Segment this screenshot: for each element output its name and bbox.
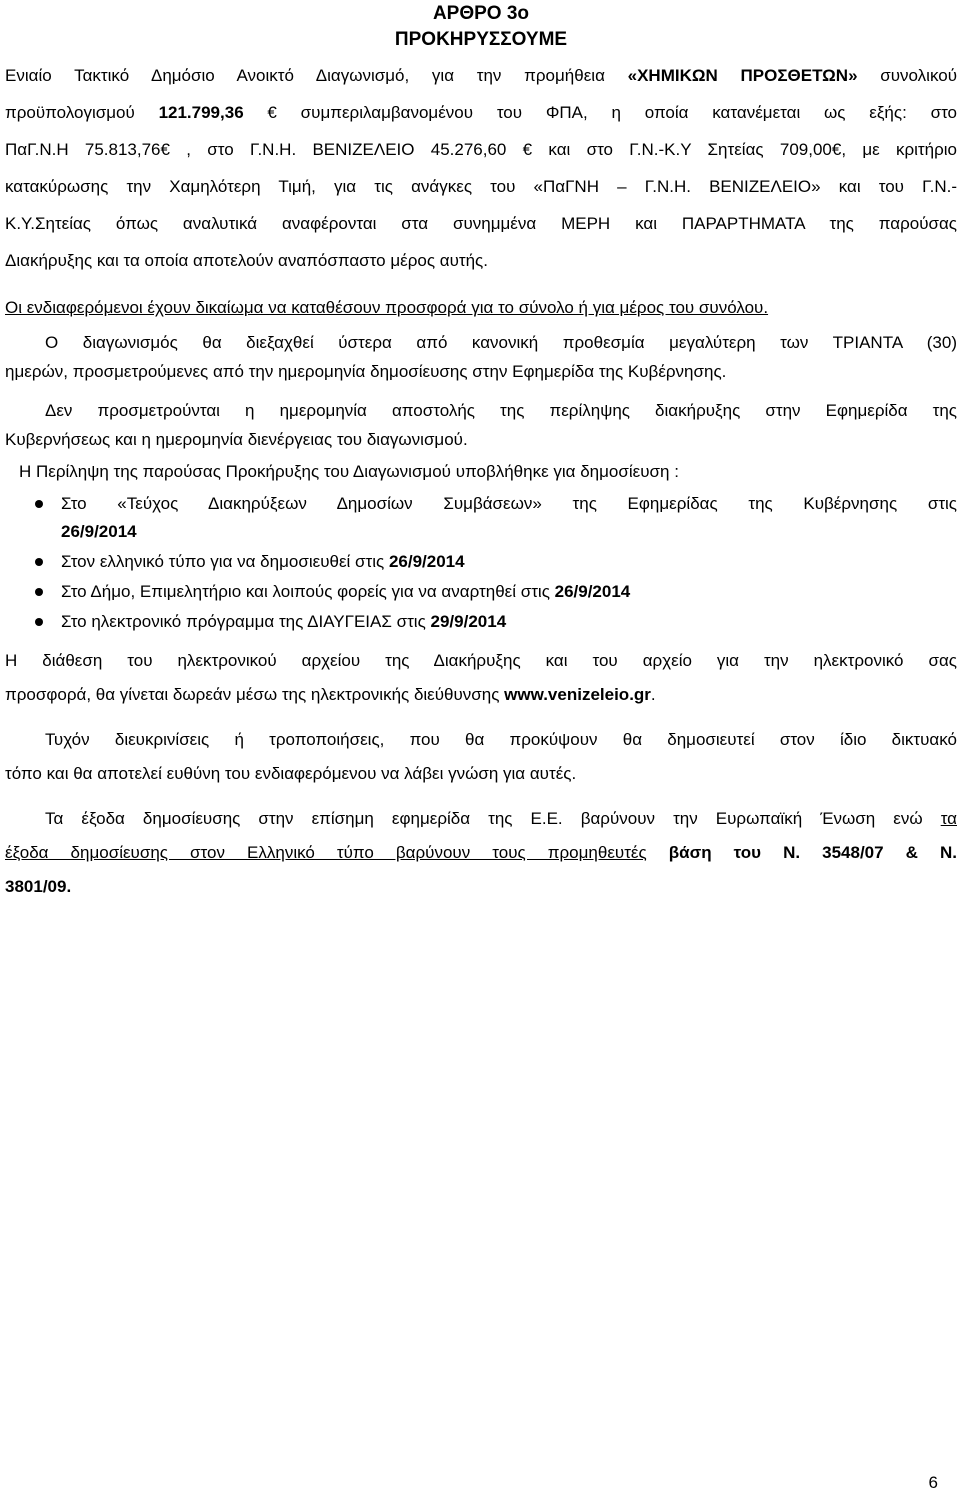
intro-paragraph (5, 57, 957, 279)
intro-line-4: κατακύρωσης την Χαμηλότερη Τιμή, για τις ανάγκες του «ΠαΓΝΗ – Γ.Ν.Η. ΒΕΝΙΖΕΛΕΙΟ» και του Γ.Ν.- (5, 177, 957, 196)
page-number: 6 (928, 1473, 938, 1492)
costs-line-3: 3801/09. (5, 877, 72, 896)
costs-paragraph (5, 804, 957, 901)
publications-list (5, 490, 957, 636)
clarifications-paragraph (5, 725, 957, 788)
summary-intro: Η Περίληψη της παρούσας Προκήρυξης του Διαγωνισμού υποβλήθηκε για δημοσίευση : (19, 462, 679, 481)
bullet-icon (35, 558, 43, 566)
website-link[interactable]: www.venizeleio.gr (504, 685, 651, 704)
document-page (5, 0, 957, 901)
deadline-paragraph (5, 328, 957, 386)
intro-line-1: Ενιαίο Τακτικό Δημόσιο Ανοικτό Διαγωνισμό, για την προμήθεια «ΧΗΜΙΚΩΝ ΠΡΟΣΘΕΤΩΝ» συνολικού (5, 66, 957, 85)
list-item: Στον ελληνικό τύπο για να δημοσιευθεί στις 26/9/2014 (5, 548, 957, 576)
costs-line-2: έξοδα δημοσίευσης στον Ελληνικό τύπο βαρύνουν τους προμηθευτές βάση του Ν. 3548/07 & Ν. (5, 843, 957, 862)
clarifications-line-2: τόπο και θα αποτελεί ευθύνη του ενδιαφερόμενου να λάβει γνώση για αυτές. (5, 764, 577, 783)
availability-paragraph (5, 646, 957, 709)
list-item: Στο «Τεύχος Διακηρύξεων Δημοσίων Συμβάσεων» της Εφημερίδας της Κυβέρνησης στις 26/9/2014 (5, 490, 957, 546)
not-counted-line-1: Δεν προσμετρούνται η ημερομηνία αποστολής της περίληψης διακήρυξης στην Εφημερίδα της (45, 401, 957, 420)
list-item: Στο Δήμο, Επιμελητήριο και λοιπούς φορείς για να αναρτηθεί στις 26/9/2014 (5, 578, 957, 606)
proclamation-title: ΠΡΟΚΗΡΥΣΣΟΥΜΕ (394, 29, 568, 50)
not-counted-paragraph (5, 396, 957, 454)
clarifications-line-1: Τυχόν διευκρινίσεις ή τροποποιήσεις, που θα προκύψουν θα δημοσιευτεί στον ίδιο δικτυακό (45, 730, 957, 749)
intro-line-2: προϋπολογισμού 121.799,36 € συμπεριλαμβανομένου του ΦΠΑ, η οποία κατανέμεται ως εξής: στο (5, 103, 957, 122)
deadline-line-2: ημερών, προσμετρούμενες από την ημερομηνία δημοσίευσης στην Εφημερίδα της Κυβέρνησης. (5, 362, 727, 381)
partial-offer-right: Οι ενδιαφερόμενοι έχουν δικαίωμα να καταθέσουν προσφορά για το σύνολο ή για μέρος του συνόλου. (5, 298, 769, 317)
bullet-icon (35, 618, 43, 626)
availability-line-1: Η διάθεση του ηλεκτρονικού αρχείου της Διακήρυξης και του αρχείο για την ηλεκτρονικό σας (5, 651, 957, 670)
not-counted-line-2: Κυβερνήσεως και η ημερομηνία διενέργειας του διαγωνισμού. (5, 430, 468, 449)
availability-line-2: προσφορά, θα γίνεται δωρεάν μέσω της ηλεκτρονικής διεύθυνσης www.venizeleio.gr. (5, 685, 656, 704)
intro-line-3: ΠαΓ.Ν.Η 75.813,76€ , στο Γ.Ν.Η. ΒΕΝΙΖΕΛΕΙΟ 45.276,60 € και στο Γ.Ν.-Κ.Υ Σητείας 709,00€, με κριτήριο (5, 140, 957, 159)
intro-line-5: Κ.Υ.Σητείας όπως αναλυτικά αναφέρονται στα συνημμένα ΜΕΡΗ και ΠΑΡΑΡΤΗΜΑΤΑ της παρούσας (5, 214, 957, 233)
bullet-icon (35, 588, 43, 596)
bullet-icon (35, 500, 43, 508)
list-item: Στο ηλεκτρονικό πρόγραμμα της ΔΙΑΥΓΕΙΑΣ στις 29/9/2014 (5, 608, 957, 636)
deadline-line-1: Ο διαγωνισμός θα διεξαχθεί ύστερα από κανονική προθεσμία μεγαλύτερη των ΤΡΙΑΝΤΑ (30) (45, 333, 957, 352)
intro-line-6: Διακήρυξης και τα οποία αποτελούν αναπόσπαστο μέρος αυτής. (5, 251, 488, 270)
article-title: ΑΡΘΡΟ 3ο (432, 3, 530, 24)
costs-line-1: Τα έξοδα δημοσίευσης στην επίσημη εφημερίδα της Ε.Ε. βαρύνουν την Ευρωπαϊκή Ένωση ενώ τα (45, 809, 957, 828)
